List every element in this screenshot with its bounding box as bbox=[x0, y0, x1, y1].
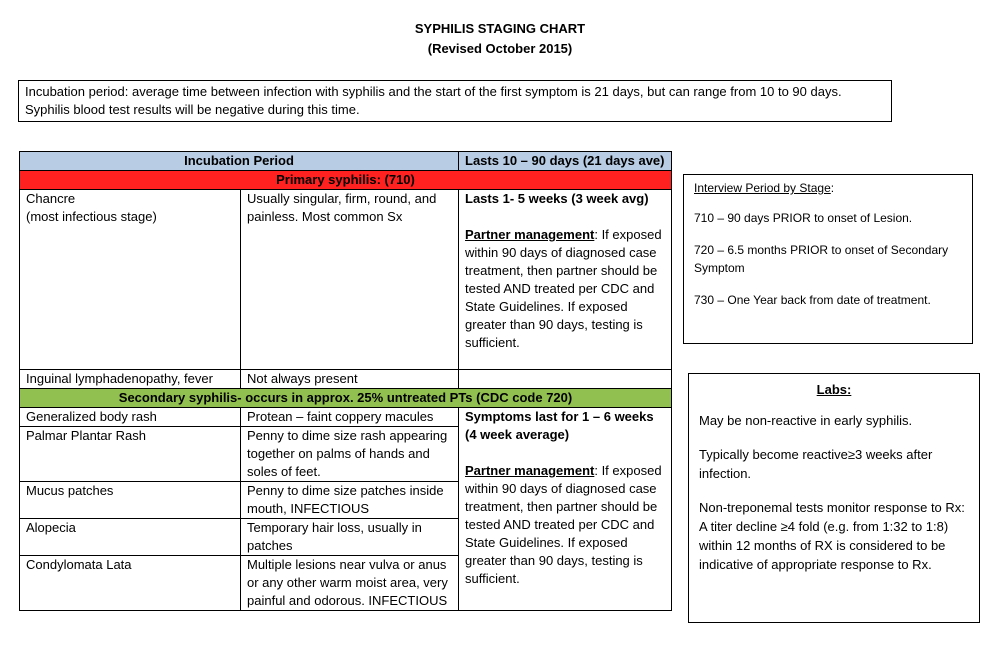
description-cell: Protean – faint coppery macules bbox=[241, 408, 459, 427]
interview-item: 720 – 6.5 months PRIOR to onset of Secondary Symptom bbox=[694, 243, 949, 275]
partner-management-text: : If exposed within 90 days of diagnosed case treatment, then partner should be tested AND treated per CDC and State Guidelines. If exposed greater than 90 days, testing is sufficient. bbox=[465, 227, 662, 350]
interview-item: 710 – 90 days PRIOR to onset of Lesion. bbox=[694, 211, 913, 225]
secondary-partner-management bbox=[465, 462, 665, 588]
interview-title bbox=[694, 179, 962, 197]
interview-title-text: Interview Period by Stage bbox=[694, 181, 831, 195]
secondary-header: Secondary syphilis- occurs in approx. 25% untreated PTs (CDC code 720) bbox=[20, 389, 672, 408]
sign-label: Chancre bbox=[26, 191, 76, 206]
table-row bbox=[20, 190, 672, 370]
header-incubation-duration: Lasts 10 – 90 days (21 days ave) bbox=[459, 152, 672, 171]
labs-item: Typically become reactive≥3 weeks after infection. bbox=[699, 447, 933, 481]
primary-partner-management bbox=[465, 226, 665, 352]
partner-management-label: Partner management bbox=[465, 463, 595, 478]
description-cell: Multiple lesions near vulva or anus or any other warm moist area, very painful and odorous. INFECTIOUS bbox=[241, 556, 459, 611]
table-row bbox=[20, 408, 672, 427]
description-cell: Penny to dime size patches inside mouth, INFECTIOUS bbox=[241, 482, 459, 519]
staging-table bbox=[19, 151, 672, 611]
table-row bbox=[20, 370, 672, 389]
table-header-row bbox=[20, 152, 672, 171]
interview-item: 730 – One Year back from date of treatment. bbox=[694, 293, 931, 307]
primary-header-row bbox=[20, 171, 672, 190]
partner-management-text: : If exposed within 90 days of diagnosed case treatment, then partner should be tested AND treated per CDC and State Guidelines. If exposed greater than 90 days, testing is sufficient. bbox=[465, 463, 662, 586]
secondary-duration-cell bbox=[459, 408, 672, 611]
page-title: SYPHILIS STAGING CHART bbox=[414, 21, 586, 36]
sign-cell: Alopecia bbox=[20, 519, 241, 556]
sign-cell: Mucus patches bbox=[20, 482, 241, 519]
page-subtitle: (Revised October 2015) bbox=[427, 41, 573, 56]
labs-item: May be non-reactive in early syphilis. bbox=[699, 413, 913, 428]
interview-title-suffix: : bbox=[830, 181, 835, 195]
partner-management-label: Partner management bbox=[465, 227, 595, 242]
labs-item: Non-treponemal tests monitor response to Rx: A titer decline ≥4 fold (e.g. from 1:32 to 1:8) within 12 months of RX is considered to be indicative of appropriate response to Rx. bbox=[699, 500, 965, 572]
sign-cell: Palmar Plantar Rash bbox=[20, 427, 241, 482]
empty-cell bbox=[459, 370, 672, 389]
description-cell: Penny to dime size rash appearing together on palms of hands and soles of feet. bbox=[241, 427, 459, 482]
sign-cell: Generalized body rash bbox=[20, 408, 241, 427]
sign-cell: Inguinal lymphadenopathy, fever bbox=[20, 370, 241, 389]
description-cell: Not always present bbox=[241, 370, 459, 389]
description-cell: Usually singular, firm, round, and painless. Most common Sx bbox=[241, 190, 459, 370]
interview-period-box bbox=[683, 174, 973, 344]
secondary-duration: Symptoms last for 1 – 6 weeks (4 week average) bbox=[465, 409, 654, 442]
labs-box bbox=[688, 373, 980, 623]
primary-duration: Lasts 1- 5 weeks (3 week avg) bbox=[465, 191, 649, 206]
primary-duration-cell bbox=[459, 190, 672, 370]
sign-sublabel: (most infectious stage) bbox=[26, 209, 157, 224]
sign-cell: Condylomata Lata bbox=[20, 556, 241, 611]
incubation-note: Incubation period: average time between infection with syphilis and the start of the first symptom is 21 days, but can range from 10 to 90 days. Syphilis blood test results will be negative during this time. bbox=[18, 80, 892, 122]
sign-cell bbox=[20, 190, 241, 370]
description-cell: Temporary hair loss, usually in patches bbox=[241, 519, 459, 556]
header-incubation-period: Incubation Period bbox=[20, 152, 459, 171]
secondary-header-row bbox=[20, 389, 672, 408]
labs-title: Labs: bbox=[816, 382, 852, 397]
primary-header: Primary syphilis: (710) bbox=[20, 171, 672, 190]
